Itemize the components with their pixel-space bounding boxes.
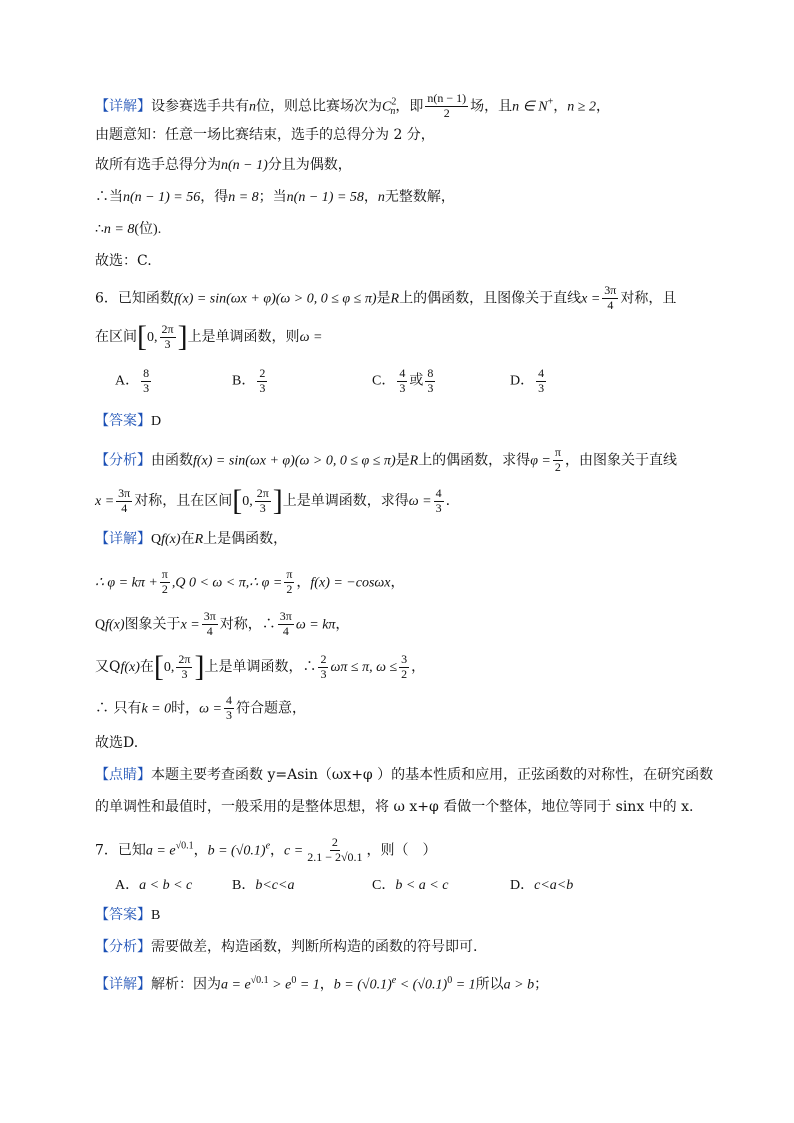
remark-6-line-1: 【点睛】本题主要考查函数 y=Asin（ωx+φ ）的基本性质和应用，正弦函数的对称性，在研究函数 xyxy=(95,767,714,783)
question-6: 6．已知函数f(x) = sin(ωx + φ)(ω > 0, 0 ≤ φ ≤ π)是R上的偶函数，且图像关于直线x = $\frac{3\pi}{4}$ 对称，且 xyxy=(95,283,677,312)
question-6-line-2: 在区间[0, $\frac{2\pi}{3}$ ]上是单调函数，则ω = xyxy=(95,320,323,353)
analysis-6-line-2: x = $\frac{3\pi}{4}$ 对称，且在区间[0, $\frac{2\pi}{3}$ ]上是单调函数，求得ω = $\frac{4}{3}$ . xyxy=(95,484,451,517)
analysis-6-line-1: 【分析】由函数f(x) = sin(ωx + φ)(ω > 0, 0 ≤ φ ≤ π)是R上的偶函数，求得φ = $\frac{\pi}{2}$ ，由图象关于直线 xyxy=(95,445,677,474)
remark-6-line-2: 的单调性和最值时，一般采用的是整体思想，将 ω x+φ 看做一个整体，地位等同于 sinx 中的 x. xyxy=(95,799,694,815)
detail-7: 【详解】解析：因为$a = e^{√0.1} > e^0 = 1$，$b = (√0.1)^e < (√0.1)^0 = 1$所以a > b； xyxy=(95,975,549,993)
answer-7: 【答案】B xyxy=(95,907,161,923)
detail-6-line-4: 又Qf(x)在[0, $\frac{2\pi}{3}$ ]上是单调函数，∴ $\frac{2}{3}$ ωπ ≤ π, ω ≤ $\frac{3}{2}$ ， xyxy=(95,650,426,683)
detail-line-1: 【详解】设参赛选手共有n位，则总比赛场次为$C^2_n$，即 $\frac{n(n - 1)}{2}$ 场，且n ∈ N+，n ≥ 2， xyxy=(95,91,610,120)
option-7-d[interactable]: D．c<a<b xyxy=(510,878,574,893)
detail-line-4: ∴当n(n − 1) = 56，得n = 8；当n(n − 1) = 58，n无整数解， xyxy=(95,189,455,205)
analysis-7: 【分析】需要做差，构造函数，判断所构造的函数的符号即可. xyxy=(95,939,478,955)
detail-tag: 【详解】 xyxy=(95,98,151,115)
detail-line-3: 故所有选手总得分为n(n − 1)分且为偶数， xyxy=(95,157,352,173)
option-7-c[interactable]: C．b < a < c xyxy=(372,878,449,893)
option-7-a[interactable]: A．a < b < c xyxy=(115,878,193,893)
answer-choice-line: 故选：C. xyxy=(95,253,152,269)
option-6-a[interactable]: A． $\frac{8}{3}$ xyxy=(115,366,150,395)
detail-6-line-3: Qf(x)图象关于x = $\frac{3\pi}{4}$ 对称，∴ $\frac{3\pi}{4}$ ω = kπ， xyxy=(95,609,350,638)
option-6-b[interactable]: B． $\frac{2}{3}$ xyxy=(232,366,266,395)
detail-6-line-2: ∴ φ = kπ + $\frac{\pi}{2}$ ,Q 0 < ω < π,∴ φ = $\frac{\pi}{2}$ ，f(x) = −cosωx， xyxy=(95,567,405,596)
detail-6-line-6: 故选D. xyxy=(95,735,139,751)
detail-6-line-5: ∴ 只有k = 0时，ω = $\frac{4}{3}$ 符合题意， xyxy=(95,693,306,722)
option-6-d[interactable]: D． $\frac{4}{3}$ xyxy=(510,366,545,395)
answer-6: 【答案】D xyxy=(95,413,162,429)
detail-line-5: ∴n = 8(位). xyxy=(95,221,162,237)
option-7-b[interactable]: B．b<c<a xyxy=(232,878,295,893)
detail-line-2: 由题意知：任意一场比赛结束，选手的总得分为 2 分， xyxy=(95,127,435,143)
option-6-c[interactable]: C． $\frac{4}{3}$ 或 $\frac{8}{3}$ xyxy=(372,366,434,395)
question-7: 7．已知$a = e^{√0.1}$，$b = (√0.1)^e$，c = $\frac{2}{2.1 - 2√0.1}$ ，则（ ） xyxy=(95,835,437,864)
detail-6-line-1: 【详解】Qf(x)在R上是偶函数， xyxy=(95,531,288,547)
